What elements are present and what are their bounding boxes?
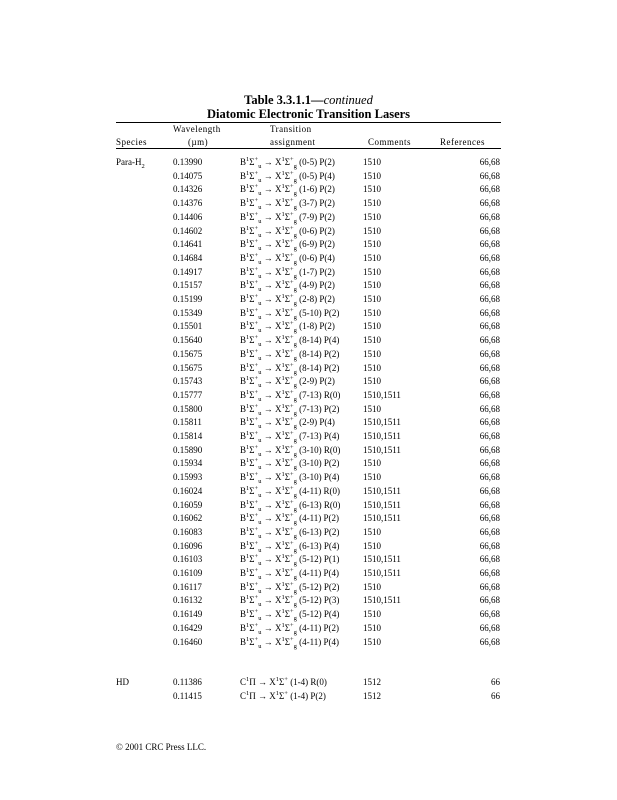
comments-cell: 1510 (363, 239, 381, 250)
references-cell: 66,68 (479, 568, 500, 578)
wavelength-cell: 0.15349 (173, 307, 203, 318)
transition-cell: $C^1\Pi \to X^1\Sigma^+$ (1-4) R(0) (240, 676, 327, 687)
transition-cell: $B^1\Sigma^+_u \to X^1\Sigma^+_g$ (1-7) P(2) (240, 265, 335, 280)
transition-cell: $B^1\Sigma^+_u \to X^1\Sigma^+_g$ (8-14) P(4) (240, 334, 340, 348)
header-wavelength-unit: (µm) (188, 137, 209, 147)
comments-cell: 1510,1511 (363, 568, 401, 578)
transition-cell: $B^1\Sigma^+_u \to X^1\Sigma^+_g$ (7-13) R(0) (240, 388, 341, 403)
table-row (0, 361, 617, 375)
comments-cell: 1510 (363, 362, 381, 373)
comments-cell: 1510 (363, 252, 381, 263)
transition-cell: $B^1\Sigma^+_u \to X^1\Sigma^+_g$ (3-10) R(0) (240, 443, 341, 458)
comments-cell: 1510 (363, 636, 381, 647)
wavelength-cell: 0.14684 (173, 252, 203, 263)
table-row (0, 402, 617, 416)
table-row (0, 278, 617, 292)
comments-cell: 1512 (363, 677, 381, 687)
transition-cell: $B^1\Sigma^+_u \to X^1\Sigma^+_g$ (3-10) P(2) (240, 457, 340, 472)
references-cell: 66,68 (479, 540, 500, 551)
header-species: Species (116, 137, 147, 147)
table-row (0, 539, 617, 553)
references-cell: 66,68 (479, 403, 500, 414)
transition-cell: $B^1\Sigma^+_u \to X^1\Sigma^+_g$ (1-6) P(2) (240, 183, 335, 198)
comments-cell: 1510 (363, 348, 381, 359)
species-cell: HD (116, 677, 129, 687)
references-cell: 66,68 (479, 348, 500, 359)
references-cell: 66,68 (479, 526, 500, 537)
transition-cell: $B^1\Sigma^+_u \to X^1\Sigma^+_g$ (0-6) P(2) (240, 224, 335, 239)
references-cell: 66,68 (479, 472, 500, 483)
comments-cell: 1510 (363, 170, 381, 181)
comments-cell: 1510 (363, 157, 381, 167)
header-top-rule (116, 122, 501, 123)
table-row (0, 566, 617, 580)
transition-cell: $B^1\Sigma^+_u \to X^1\Sigma^+_g$ (2-9) P(2) (240, 375, 335, 389)
transition-cell: $B^1\Sigma^+_u \to X^1\Sigma^+_g$ (6-9) P(2) (240, 238, 335, 252)
references-cell: 66,68 (479, 294, 500, 304)
header-wavelength: Wavelength (173, 124, 221, 134)
table-row (0, 210, 617, 224)
transition-cell: $B^1\Sigma^+_u \to X^1\Sigma^+_g$ (7-9) P(2) (240, 210, 335, 225)
table-title: Table 3.3.1.1—continued (244, 93, 373, 107)
wavelength-cell: 0.11386 (173, 677, 202, 687)
table-row (0, 169, 617, 183)
references-cell: 66,68 (479, 157, 500, 167)
transition-cell: $B^1\Sigma^+_u \to X^1\Sigma^+_g$ (5-12) P(1) (240, 553, 340, 568)
wavelength-cell: 0.14075 (173, 170, 203, 181)
comments-cell: 1510 (363, 280, 381, 291)
references-cell: 66,68 (479, 499, 500, 510)
references-cell: 66,68 (479, 636, 500, 647)
comments-cell: 1510 (363, 307, 381, 318)
wavelength-cell: 0.16117 (173, 581, 202, 592)
references-cell: 66,68 (479, 335, 500, 346)
comments-cell: 1512 (363, 690, 381, 701)
comments-cell: 1510,1511 (363, 485, 401, 496)
comments-cell: 1510 (363, 376, 381, 387)
wavelength-cell: 0.14376 (173, 198, 203, 209)
table-row (0, 333, 617, 347)
transition-cell: $B^1\Sigma^+_u \to X^1\Sigma^+_g$ (8-14) P(2) (240, 361, 340, 376)
comments-cell: 1510,1511 (363, 595, 401, 606)
wavelength-cell: 0.11415 (173, 690, 202, 701)
transition-cell: $B^1\Sigma^+_u \to X^1\Sigma^+_g$ (4-11) P(2) (240, 621, 340, 636)
comments-cell: 1510 (363, 184, 381, 195)
comments-cell: 1510 (363, 622, 381, 633)
wavelength-cell: 0.16109 (173, 568, 203, 578)
transition-cell: $B^1\Sigma^+_u \to X^1\Sigma^+_g$ (6-13) P(4) (240, 539, 340, 554)
wavelength-cell: 0.15993 (173, 472, 203, 483)
wavelength-cell: 0.16103 (173, 554, 203, 565)
table-row (0, 593, 617, 607)
transition-cell: $B^1\Sigma^+_u \to X^1\Sigma^+_g$ (0-6) P(4) (240, 251, 335, 266)
comments-cell: 1510,1511 (363, 499, 401, 510)
wavelength-cell: 0.16024 (173, 485, 203, 496)
wavelength-cell: 0.13990 (173, 157, 203, 167)
transition-cell: $B^1\Sigma^+_u \to X^1\Sigma^+_g$ (5-10) P(2) (240, 306, 340, 321)
transition-cell: $B^1\Sigma^+_u \to X^1\Sigma^+_g$ (5-12) P(3) (240, 594, 340, 609)
references-cell: 66,68 (479, 554, 500, 565)
comments-cell: 1510 (363, 198, 381, 209)
wavelength-cell: 0.16429 (173, 622, 203, 633)
transition-cell: $B^1\Sigma^+_u \to X^1\Sigma^+_g$ (5-12) P(4) (240, 608, 340, 622)
wavelength-cell: 0.15800 (173, 403, 203, 414)
references-cell: 66,68 (479, 321, 500, 332)
transition-cell: $B^1\Sigma^+_u \to X^1\Sigma^+_g$ (1-8) P(2) (240, 320, 335, 335)
header-bottom-rule (116, 148, 501, 149)
table-row (0, 511, 617, 525)
table-row (0, 196, 617, 210)
wavelength-cell: 0.16083 (173, 526, 203, 537)
comments-cell: 1510 (363, 526, 381, 537)
wavelength-cell: 0.16460 (173, 636, 203, 647)
references-cell: 66,68 (479, 595, 500, 606)
references-cell: 66,68 (479, 513, 500, 524)
references-cell: 66,68 (479, 280, 500, 291)
references-cell: 66,68 (479, 184, 500, 195)
transition-cell: $B^1\Sigma^+_u \to X^1\Sigma^+_g$ (4-11) R(0) (240, 484, 341, 499)
references-cell: 66,68 (479, 170, 500, 181)
references-cell: 66,68 (479, 444, 500, 455)
references-cell: 66,68 (479, 622, 500, 633)
wavelength-cell: 0.15743 (173, 376, 203, 387)
table-row (0, 224, 617, 238)
wavelength-cell: 0.15777 (173, 389, 203, 400)
comments-cell: 1510,1511 (363, 389, 401, 400)
transition-cell: $B^1\Sigma^+_u \to X^1\Sigma^+_g$ (2-9) P(4) (240, 416, 335, 431)
table-row (0, 237, 617, 251)
transition-cell: $B^1\Sigma^+_u \to X^1\Sigma^+_g$ (8-14) P(2) (240, 347, 340, 362)
transition-cell: $B^1\Sigma^+_u \to X^1\Sigma^+_g$ (6-13) R(0) (240, 498, 341, 513)
references-cell: 66,68 (479, 581, 500, 592)
comments-cell: 1510,1511 (363, 431, 401, 441)
wavelength-cell: 0.15890 (173, 444, 203, 455)
transition-cell: $B^1\Sigma^+_u \to X^1\Sigma^+_g$ (4-11) P(4) (240, 635, 340, 650)
references-cell: 66,68 (479, 239, 500, 250)
table-row (0, 498, 617, 512)
wavelength-cell: 0.14917 (173, 266, 203, 277)
wavelength-cell: 0.15811 (173, 417, 202, 428)
transition-cell: $B^1\Sigma^+_u \to X^1\Sigma^+_g$ (4-11) P(4) (240, 567, 340, 581)
comments-cell: 1510 (363, 472, 381, 483)
references-cell: 66,68 (479, 417, 500, 428)
comments-cell: 1510 (363, 581, 381, 592)
comments-cell: 1510 (363, 225, 381, 236)
transition-cell: $B^1\Sigma^+_u \to X^1\Sigma^+_g$ (2-8) P(2) (240, 293, 335, 307)
comments-cell: 1510 (363, 266, 381, 277)
references-cell: 66,68 (479, 198, 500, 209)
references-cell: 66,68 (479, 458, 500, 469)
table-subtitle: Diatomic Electronic Transition Lasers (206, 107, 411, 121)
wavelength-cell: 0.16062 (173, 513, 203, 524)
wavelength-cell: 0.14641 (173, 239, 203, 250)
transition-cell: $B^1\Sigma^+_u \to X^1\Sigma^+_g$ (0-5) P(4) (240, 169, 335, 184)
references-cell: 66,68 (479, 307, 500, 318)
references-cell: 66,68 (479, 376, 500, 387)
table-row (0, 525, 617, 539)
comments-cell: 1510 (363, 458, 381, 469)
table-row (0, 635, 617, 649)
header-comments: Comments (368, 137, 412, 147)
wavelength-cell: 0.15157 (173, 280, 203, 291)
table-row (0, 292, 617, 306)
wavelength-cell: 0.15675 (173, 362, 203, 373)
references-cell: 66,68 (479, 225, 500, 236)
wavelength-cell: 0.15814 (173, 431, 203, 441)
table-row (0, 470, 617, 484)
transition-cell: $B^1\Sigma^+_u \to X^1\Sigma^+_g$ (0-5) P(2) (240, 156, 335, 170)
table-row (0, 265, 617, 279)
references-cell: 66 (491, 690, 500, 701)
wavelength-cell: 0.14326 (173, 184, 203, 195)
comments-cell: 1510,1511 (363, 444, 401, 455)
comments-cell: 1510 (363, 211, 381, 222)
table-row (0, 388, 617, 402)
references-cell: 66,68 (479, 389, 500, 400)
references-cell: 66,68 (479, 609, 500, 620)
table-row (0, 621, 617, 635)
table-row (0, 182, 617, 196)
wavelength-cell: 0.15501 (173, 321, 203, 332)
comments-cell: 1510 (363, 540, 381, 551)
wavelength-cell: 0.16149 (173, 609, 203, 620)
transition-cell: $B^1\Sigma^+_u \to X^1\Sigma^+_g$ (6-13) P(2) (240, 525, 340, 540)
comments-cell: 1510 (363, 609, 381, 620)
table-row (0, 415, 617, 429)
comments-cell: 1510,1511 (363, 513, 401, 524)
header-transition: Transition (270, 124, 312, 134)
header-assignment: assignment (270, 137, 316, 147)
comments-cell: 1510 (363, 294, 381, 304)
references-cell: 66,68 (479, 252, 500, 263)
wavelength-cell: 0.16132 (173, 595, 203, 606)
table-row (0, 456, 617, 470)
transition-cell: $B^1\Sigma^+_u \to X^1\Sigma^+_g$ (7-13) P(4) (240, 430, 340, 444)
wavelength-cell: 0.16096 (173, 540, 203, 551)
transition-cell: $B^1\Sigma^+_u \to X^1\Sigma^+_g$ (4-11) P(2) (240, 512, 340, 526)
table-row (0, 306, 617, 320)
references-cell: 66,68 (479, 362, 500, 373)
table-row (0, 580, 617, 594)
table-row (0, 155, 617, 169)
table-row (0, 689, 617, 703)
wavelength-cell: 0.15934 (173, 458, 203, 469)
table-row (0, 347, 617, 361)
comments-cell: 1510,1511 (363, 554, 401, 565)
comments-cell: 1510,1511 (363, 417, 401, 428)
wavelength-cell: 0.16059 (173, 499, 203, 510)
table-row (0, 484, 617, 498)
transition-cell: $B^1\Sigma^+_u \to X^1\Sigma^+_g$ (3-7) P(2) (240, 197, 335, 211)
references-cell: 66,68 (479, 485, 500, 496)
table-row (0, 675, 617, 689)
table-row (0, 607, 617, 621)
copyright-footer: © 2001 CRC Press LLC. (116, 742, 207, 752)
header-references: References (440, 137, 485, 147)
species-cell: Para-$H_2$ (116, 157, 145, 170)
wavelength-cell: 0.14602 (173, 225, 203, 236)
table-row (0, 443, 617, 457)
transition-cell: $B^1\Sigma^+_u \to X^1\Sigma^+_g$ (3-10) P(4) (240, 471, 340, 485)
references-cell: 66,68 (479, 211, 500, 222)
comments-cell: 1510 (363, 403, 381, 414)
transition-cell: $B^1\Sigma^+_u \to X^1\Sigma^+_g$ (4-9) P(2) (240, 279, 335, 294)
comments-cell: 1510 (363, 335, 381, 346)
transition-cell: $C^1\Pi \to X^1\Sigma^+$ (1-4) P(2) (240, 689, 326, 701)
table-row (0, 429, 617, 443)
transition-cell: $B^1\Sigma^+_u \to X^1\Sigma^+_g$ (7-13) P(2) (240, 402, 340, 417)
wavelength-cell: 0.15199 (173, 294, 203, 304)
comments-cell: 1510 (363, 321, 381, 332)
transition-cell: $B^1\Sigma^+_u \to X^1\Sigma^+_g$ (5-12) P(2) (240, 580, 340, 595)
wavelength-cell: 0.14406 (173, 211, 203, 222)
references-cell: 66 (491, 677, 500, 687)
wavelength-cell: 0.15675 (173, 348, 203, 359)
table-row (0, 552, 617, 566)
table-row (0, 374, 617, 388)
references-cell: 66,68 (479, 431, 500, 441)
wavelength-cell: 0.15640 (173, 335, 203, 346)
table-row (0, 251, 617, 265)
table-row (0, 319, 617, 333)
references-cell: 66,68 (479, 266, 500, 277)
